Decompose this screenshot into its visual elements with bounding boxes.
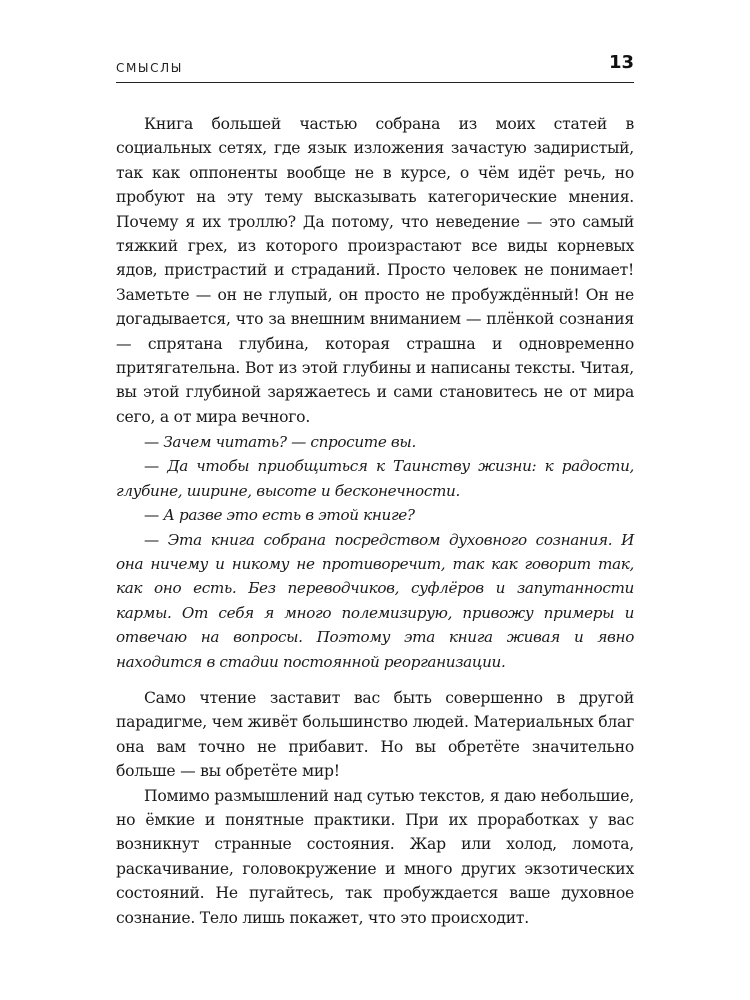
dialog-line: — Да чтобы приобщиться к Таинству жизни: к радости, глубине, ширине, высоте и бесконечности. [116,457,634,500]
paragraph: Помимо размышлений над сутью текстов, я даю небольшие, но ёмкие и понятные практики. При их проработках у вас возникнут странные состояния. Жар или холод, ломота, раскачивание, головокружение и много других экзотических состояний. Не пугайтесь, так пробуждается ваше духовное сознание. Тело лишь покажет, что это происходит. [116,786,634,927]
running-head [116,52,634,83]
section-title: СМЫСЛЫ [116,61,183,75]
dialog-line: — А разве это есть в этой книге? [144,506,415,525]
text-block-dialog [116,430,634,674]
paragraph: Книга большей частью собрана из моих статей в социальных сетях, где язык изложения зачастую задиристый, так как оппоненты вообще не в курсе, о чём идёт речь, но пробуют на эту тему высказывать категорические мнения. Почему я их троллю? Да потому, что неведение — это самый тяжкий грех, из которого произрастают все виды корневых ядов, пристрастий и страданий. Просто человек не понимает! Заметьте — он не глупый, он просто не пробуждённый! Он не догадывается, что за внешним вниманием — плёнкой сознания — спрятана глубина, которая страшна и одновременно притягательна. Вот из этой глубины и написаны тексты. Читая, вы этой глубиной заряжаетесь и сами становитесь не от мира сего, а от мира вечного. [116,115,634,426]
dialog-line: — Эта книга собрана посредством духовного сознания. И она ничему и никому не противоречит, так как говорит так, как оно есть. Без переводчиков, суфлёров и запутанности кармы. От себя я много полемизирую, привожу примеры и отвечаю на вопросы. Поэтому эта книга живая и явно находится в стадии постоянной реорганизации. [116,530,634,671]
text-block-intro [116,112,634,429]
dialog-line: — Зачем читать? — спросите вы. [144,433,416,451]
paragraph: Само чтение заставит вас быть совершенно в другой парадигме, чем живёт большинство людей. Материальных благ она вам точно не прибавит. Но вы обретёте значительно больше — вы обретёте мир! [116,689,634,781]
text-block-closing [116,686,634,930]
page-number: 13 [608,52,634,73]
book-page [116,0,634,1000]
